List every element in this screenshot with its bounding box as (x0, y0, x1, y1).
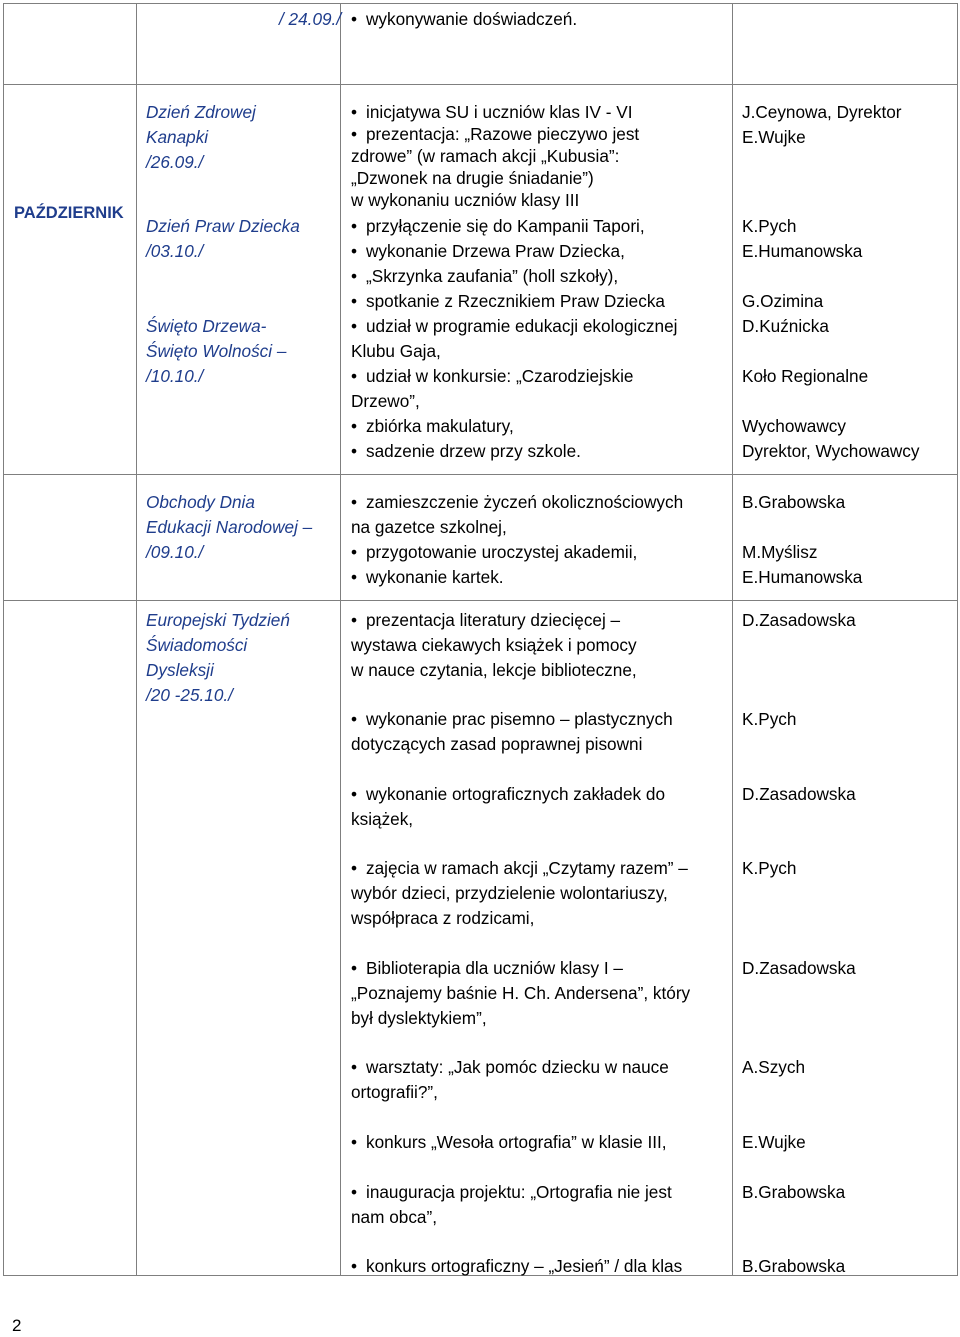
person-cell (733, 85, 958, 475)
activity-item: • inauguracja projektu: „Ortografia nie jest (351, 1182, 672, 1202)
activity-text: wystawa ciekawych książek i pomocy (351, 635, 637, 655)
event-cell (137, 601, 341, 1276)
activity-text: zdrowe” (w ramach akcji „Kubusia”: (351, 146, 620, 166)
responsible-person: Koło Regionalne (742, 366, 869, 386)
activity-item: • udział w programie edukacji ekologicznej (351, 316, 677, 336)
table-row (4, 475, 958, 601)
responsible-person: A.Szych (742, 1057, 806, 1077)
responsible-person: B.Grabowska (742, 1182, 846, 1202)
activity-item: • wykonanie Drzewa Praw Dziecka, (351, 241, 625, 261)
activity-item: • wykonywanie doświadczeń. (351, 9, 577, 29)
activity-text: „Poznajemy baśnie H. Ch. Andersena”, który (351, 983, 691, 1003)
responsible-person: E.Humanowska (742, 241, 863, 261)
activity-item: • przygotowanie uroczystej akademii, (351, 542, 637, 562)
responsible-person: Dyrektor, Wychowawcy (742, 441, 920, 461)
activity-cell (341, 4, 733, 85)
schedule-table (3, 3, 958, 1276)
month-cell (4, 475, 137, 601)
responsible-person: M.Myślisz (742, 542, 818, 562)
event-title: Edukacji Narodowej – (146, 517, 313, 537)
responsible-person: E.Wujke (742, 127, 806, 147)
activity-item: • spotkanie z Rzecznikiem Praw Dziecka (351, 291, 665, 311)
activity-item: • wykonanie ortograficznych zakładek do (351, 784, 665, 804)
responsible-person: D.Zasadowska (742, 610, 856, 630)
event-title: Dzień Praw Dziecka (146, 216, 300, 236)
table-row (4, 4, 958, 85)
activity-item: • sadzenie drzew przy szkole. (351, 441, 581, 461)
event-title: Święto Drzewa- (146, 316, 267, 336)
activity-text: w wykonaniu uczniów klasy III (351, 190, 580, 210)
event-cell (137, 475, 341, 601)
activity-item: • zajęcia w ramach akcji „Czytamy razem” – (351, 858, 688, 878)
event-date: /09.10./ (146, 542, 204, 562)
activity-text: Drzewo”, (351, 391, 420, 411)
event-date: /26.09./ (146, 152, 204, 172)
activity-item: • udział w konkursie: „Czarodziejskie (351, 366, 633, 386)
activity-cell (341, 85, 733, 475)
activity-cell (341, 475, 733, 601)
person-cell (733, 475, 958, 601)
activity-text: ortografii?”, (351, 1082, 438, 1102)
month-label: PAŹDZIERNIK (14, 204, 124, 222)
activity-item: • konkurs „Wesoła ortografia” w klasie III, (351, 1132, 667, 1152)
activity-text: był dyslektykiem”, (351, 1008, 487, 1028)
responsible-person: B.Grabowska (742, 1256, 846, 1276)
activity-item: • wykonanie kartek. (351, 567, 504, 587)
activity-text: dotyczących zasad poprawnej pisowni (351, 734, 643, 754)
activity-text: książek, (351, 809, 414, 829)
month-cell (4, 601, 137, 1276)
activity-item: • prezentacja: „Razowe pieczywo jest (351, 124, 639, 144)
responsible-person: D.Zasadowska (742, 784, 856, 804)
responsible-person: Wychowawcy (742, 416, 846, 436)
event-date: /10.10./ (146, 366, 204, 386)
table-row (4, 601, 958, 1276)
event-title: Świadomości (146, 635, 248, 655)
activity-cell (341, 601, 733, 1276)
event-cell (137, 4, 341, 85)
activity-item: • przyłączenie się do Kampanii Tapori, (351, 216, 645, 236)
responsible-person: B.Grabowska (742, 492, 846, 512)
responsible-person: G.Ozimina (742, 291, 824, 311)
event-title: Dysleksji (146, 660, 214, 680)
month-cell (4, 85, 137, 475)
event-title: Obchody Dnia (146, 492, 255, 512)
event-title: Kanapki (146, 127, 209, 147)
responsible-person: K.Pych (742, 709, 797, 729)
activity-text: w nauce czytania, lekcje biblioteczne, (351, 660, 637, 680)
responsible-person: D.Zasadowska (742, 958, 856, 978)
activity-text: współpraca z rodzicami, (351, 908, 535, 928)
activity-item: • wykonanie prac pisemno – plastycznych (351, 709, 673, 729)
responsible-person: K.Pych (742, 216, 797, 236)
activity-item: • zbiórka makulatury, (351, 416, 514, 436)
page-number: 2 (12, 1316, 22, 1335)
activity-text: na gazetce szkolnej, (351, 517, 507, 537)
event-date: / 24.09./ (279, 9, 342, 29)
event-title: Dzień Zdrowej (146, 102, 256, 122)
month-cell (4, 4, 137, 85)
event-date: /20 -25.10./ (146, 685, 233, 705)
activity-item: • inicjatywa SU i uczniów klas IV - VI (351, 102, 633, 122)
event-title: Święto Wolności – (146, 341, 287, 361)
responsible-person: E.Wujke (742, 1132, 806, 1152)
activity-item: • „Skrzynka zaufania” (holl szkoły), (351, 266, 618, 286)
activity-item: • Biblioterapia dla uczniów klasy I – (351, 958, 623, 978)
event-date: /03.10./ (146, 241, 204, 261)
event-title: Europejski Tydzień (146, 610, 290, 630)
person-cell (733, 4, 958, 85)
activity-text: nam obca”, (351, 1207, 437, 1227)
activity-text: wybór dzieci, przydzielenie wolontariuszy, (351, 883, 668, 903)
activity-item: • konkurs ortograficzny – „Jesień” / dla klas (351, 1256, 682, 1276)
responsible-person: K.Pych (742, 858, 797, 878)
responsible-person: J.Ceynowa, Dyrektor (742, 102, 902, 122)
responsible-person: D.Kuźnicka (742, 316, 829, 336)
activity-text: Klubu Gaja, (351, 341, 441, 361)
activity-item: • prezentacja literatury dziecięcej – (351, 610, 620, 630)
activity-item: • warsztaty: „Jak pomóc dziecku w nauce (351, 1057, 669, 1077)
activity-text: „Dzwonek na drugie śniadanie”) (351, 168, 594, 188)
table-row (4, 85, 958, 475)
responsible-person: E.Humanowska (742, 567, 863, 587)
activity-item: • zamieszczenie życzeń okolicznościowych (351, 492, 683, 512)
person-cell (733, 601, 958, 1276)
event-cell (137, 85, 341, 475)
